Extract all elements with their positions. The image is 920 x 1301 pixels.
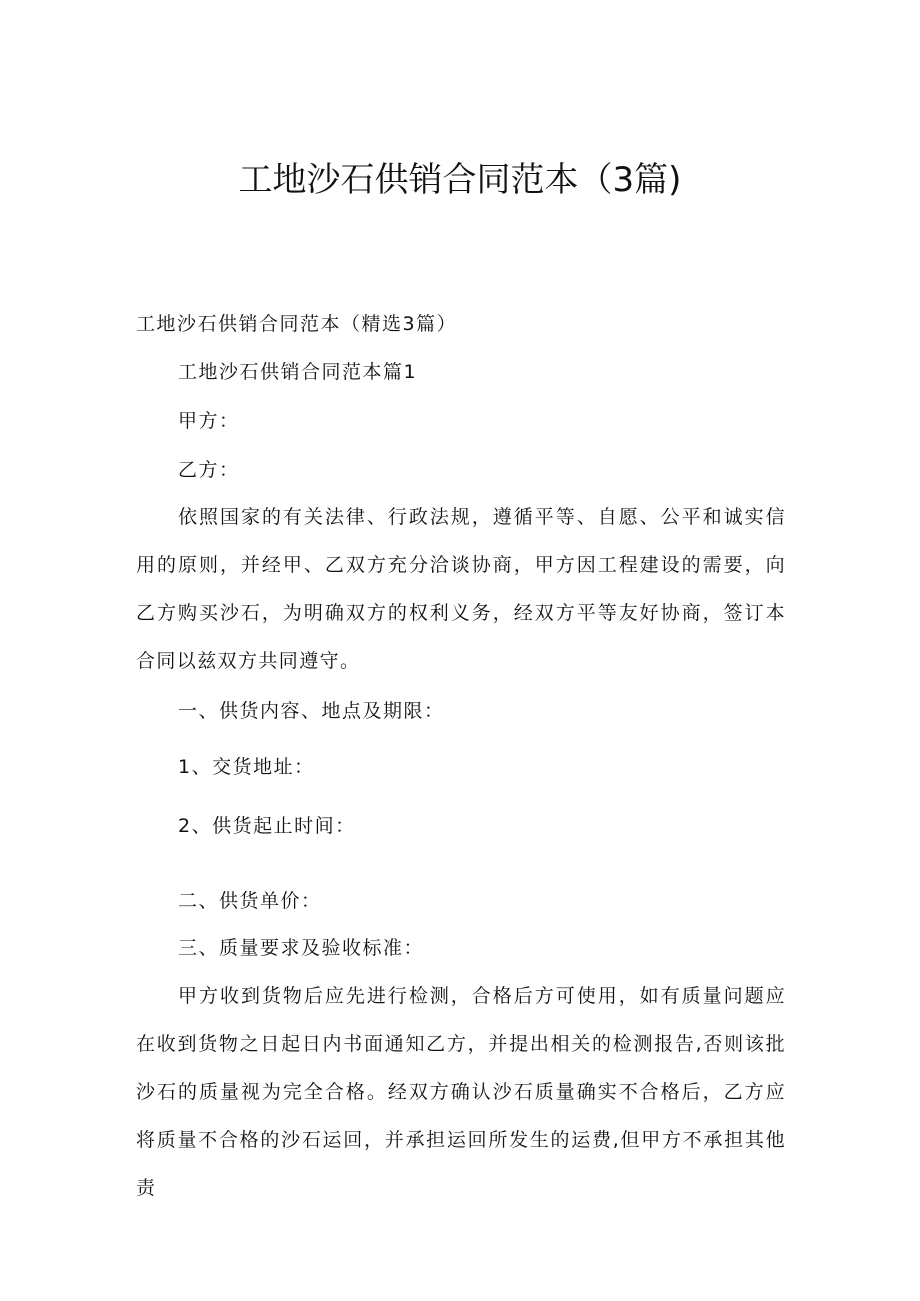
intro-paragraph: 依照国家的有关法律、行政法规，遵循平等、自愿、公平和诚实信用的原则，并经甲、乙双方充分洽谈协商，甲方因工程建设的需要，向乙方购买沙石，为明确双方的权利义务，经双方平等友好协商，签订本合同以兹双方共同遵守。	[136, 506, 786, 672]
clause-3-paragraph: 甲方收到货物后应先进行检测，合格后方可使用，如有质量问题应在收到货物之日起日内书面通知乙方，并提出相关的检测报告,否则该批沙石的质量视为完全合格。经双方确认沙石质量确实不合格后，乙方应将质量不合格的沙石运回，并承担运回所发生的运费,但甲方不承担其他责	[136, 985, 786, 1199]
clause-1-item-2: 2、供货起止时间：	[178, 815, 356, 837]
section-heading: 工地沙石供销合同范本篇1	[178, 361, 418, 383]
party-b-label: 乙方：	[178, 459, 240, 481]
party-a-label: 甲方：	[178, 410, 240, 432]
clause-3-heading: 三、质量要求及验收标准：	[178, 937, 425, 959]
clause-1-item-1: 1、交货地址：	[178, 756, 315, 778]
clause-2-heading: 二、供货单价：	[178, 890, 322, 912]
document-title: 工地沙石供销合同范本（3篇)	[238, 160, 682, 200]
clause-1-heading: 一、供货内容、地点及期限：	[178, 700, 445, 722]
document-subtitle: 工地沙石供销合同范本（精选3篇）	[136, 313, 458, 335]
